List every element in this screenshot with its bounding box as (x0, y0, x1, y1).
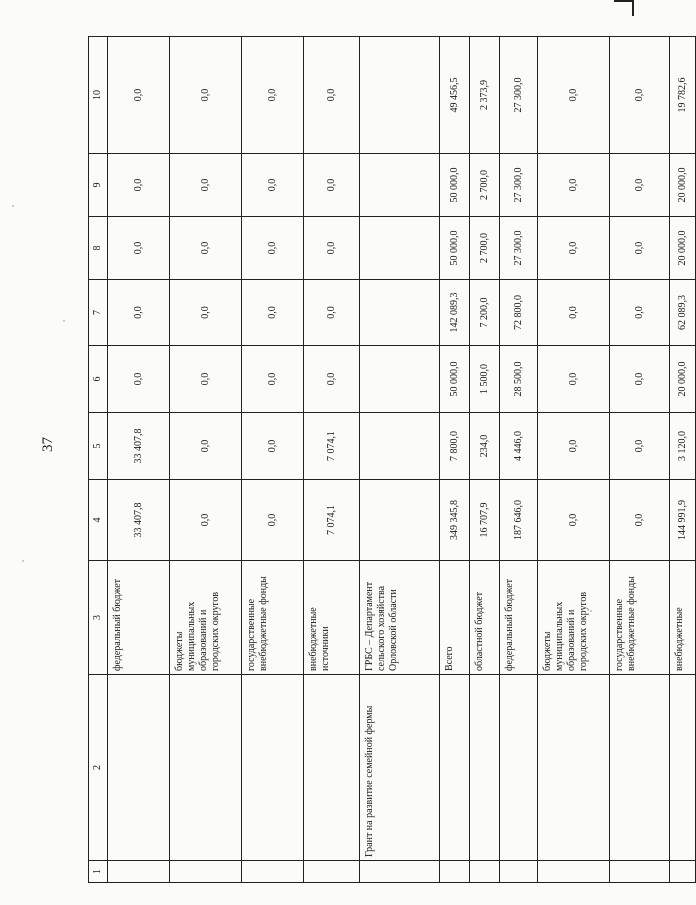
column-number-8: 8 (89, 217, 108, 280)
amount-cell: 19 782,6 (670, 37, 696, 154)
row-number-cell (108, 861, 170, 883)
amount-cell: 0,0 (538, 154, 610, 217)
funding-source-cell: Всего (440, 561, 470, 675)
amount-cell: 0,0 (242, 280, 304, 346)
amount-cell: 62 089,3 (670, 280, 696, 346)
scan-speck (63, 320, 65, 322)
amount-cell: 33 407,8 (108, 480, 170, 561)
funding-source-cell: федеральный бюджет (108, 561, 170, 675)
table-row (242, 37, 304, 883)
amount-cell: 4 446,0 (500, 413, 538, 480)
column-number-5: 5 (89, 413, 108, 480)
table-row (108, 37, 170, 883)
measure-name-cell: Грант на развитие семейной фермы (360, 675, 440, 861)
amount-cell (360, 480, 440, 561)
column-number-10: 10 (89, 37, 108, 154)
amount-cell: 0,0 (242, 154, 304, 217)
amount-cell: 0,0 (170, 217, 242, 280)
amount-cell: 2 373,9 (470, 37, 500, 154)
amount-cell: 3 120,0 (670, 413, 696, 480)
amount-cell: 0,0 (170, 480, 242, 561)
table-row (538, 37, 610, 883)
amount-cell: 28 500,0 (500, 346, 538, 413)
amount-cell (360, 217, 440, 280)
measure-name-cell (440, 675, 470, 861)
amount-cell: 0,0 (108, 346, 170, 413)
funding-source-cell: бюджеты муниципальных образований и городских округов (538, 561, 610, 675)
funding-source-cell: ГРБС – Департамент сельского хозяйства Орловской области (360, 561, 440, 675)
amount-cell: 20 000,0 (670, 346, 696, 413)
amount-cell: 0,0 (170, 280, 242, 346)
amount-cell: 0,0 (170, 413, 242, 480)
table-row (360, 37, 440, 883)
budget-table (88, 36, 696, 883)
amount-cell: 349 345,8 (440, 480, 470, 561)
funding-source-cell: внебюджетные источники (304, 561, 360, 675)
column-number-6: 6 (89, 346, 108, 413)
row-number-cell (538, 861, 610, 883)
amount-cell: 2 700,0 (470, 217, 500, 280)
amount-cell: 0,0 (242, 413, 304, 480)
amount-cell: 27 300,0 (500, 217, 538, 280)
table-row (470, 37, 500, 883)
amount-cell: 0,0 (304, 346, 360, 413)
amount-cell: 0,0 (170, 37, 242, 154)
amount-cell: 0,0 (108, 217, 170, 280)
amount-cell: 20 000,0 (670, 217, 696, 280)
table-row (440, 37, 470, 883)
amount-cell: 0,0 (242, 217, 304, 280)
amount-cell: 0,0 (108, 37, 170, 154)
amount-cell: 0,0 (242, 37, 304, 154)
amount-cell: 0,0 (610, 217, 670, 280)
amount-cell: 0,0 (304, 37, 360, 154)
amount-cell: 72 800,0 (500, 280, 538, 346)
funding-source-cell: областной бюджет (470, 561, 500, 675)
amount-cell: 33 407,8 (108, 413, 170, 480)
measure-name-cell (538, 675, 610, 861)
header-row (89, 37, 108, 883)
measure-name-cell (610, 675, 670, 861)
column-number-1: 1 (89, 861, 108, 883)
amount-cell: 27 300,0 (500, 37, 538, 154)
amount-cell: 20 000,0 (670, 154, 696, 217)
amount-cell: 0,0 (538, 280, 610, 346)
amount-cell: 27 300,0 (500, 154, 538, 217)
amount-cell: 7 074,1 (304, 480, 360, 561)
row-number-cell (304, 861, 360, 883)
measure-name-cell (470, 675, 500, 861)
row-number-cell (610, 861, 670, 883)
amount-cell: 234,0 (470, 413, 500, 480)
amount-cell: 142 089,3 (440, 280, 470, 346)
row-number-cell (670, 861, 696, 883)
table-row (610, 37, 670, 883)
funding-source-cell: государственные внебюджетные фонды (610, 561, 670, 675)
measure-name-cell (500, 675, 538, 861)
amount-cell: 1 500,0 (470, 346, 500, 413)
funding-source-cell: государственные внебюджетные фонды (242, 561, 304, 675)
amount-cell: 2 700,0 (470, 154, 500, 217)
amount-cell: 0,0 (108, 154, 170, 217)
amount-cell: 0,0 (242, 346, 304, 413)
column-number-7: 7 (89, 280, 108, 346)
amount-cell: 0,0 (610, 154, 670, 217)
amount-cell: 0,0 (170, 346, 242, 413)
amount-cell (360, 280, 440, 346)
measure-name-cell (242, 675, 304, 861)
corner-scan-mark (614, 0, 634, 16)
row-number-cell (440, 861, 470, 883)
column-number-2: 2 (89, 675, 108, 861)
funding-source-cell: федеральный бюджет (500, 561, 538, 675)
funding-source-cell: внебюджетные (670, 561, 696, 675)
row-number-cell (470, 861, 500, 883)
amount-cell: 50 000,0 (440, 217, 470, 280)
measure-name-cell (304, 675, 360, 861)
measure-name-cell (670, 675, 696, 861)
scan-speck (590, 610, 592, 612)
scan-speck (12, 205, 14, 207)
column-number-9: 9 (89, 154, 108, 217)
amount-cell: 0,0 (610, 480, 670, 561)
amount-cell: 0,0 (304, 217, 360, 280)
measure-name-cell (170, 675, 242, 861)
page-number: 37 (40, 437, 56, 452)
amount-cell: 50 000,0 (440, 346, 470, 413)
amount-cell: 0,0 (610, 413, 670, 480)
amount-cell: 0,0 (538, 217, 610, 280)
row-number-cell (170, 861, 242, 883)
rotated-table-wrapper (88, 37, 688, 883)
row-number-cell (360, 861, 440, 883)
amount-cell (360, 154, 440, 217)
amount-cell: 0,0 (170, 154, 242, 217)
row-number-cell (242, 861, 304, 883)
amount-cell: 0,0 (610, 37, 670, 154)
amount-cell: 7 200,0 (470, 280, 500, 346)
table-row (500, 37, 538, 883)
row-number-cell (500, 861, 538, 883)
amount-cell: 0,0 (610, 346, 670, 413)
amount-cell: 0,0 (538, 346, 610, 413)
amount-cell: 0,0 (108, 280, 170, 346)
funding-source-cell: бюджеты муниципальных образований и городских округов (170, 561, 242, 675)
amount-cell: 0,0 (538, 413, 610, 480)
amount-cell: 0,0 (610, 280, 670, 346)
amount-cell: 187 646,0 (500, 480, 538, 561)
amount-cell: 0,0 (304, 280, 360, 346)
amount-cell: 49 456,5 (440, 37, 470, 154)
amount-cell: 0,0 (242, 480, 304, 561)
amount-cell (360, 413, 440, 480)
amount-cell: 7 074,1 (304, 413, 360, 480)
amount-cell: 144 991,9 (670, 480, 696, 561)
amount-cell: 0,0 (538, 480, 610, 561)
amount-cell (360, 37, 440, 154)
table-row (304, 37, 360, 883)
amount-cell: 16 707,9 (470, 480, 500, 561)
amount-cell: 0,0 (304, 154, 360, 217)
scan-speck (22, 560, 24, 562)
column-number-3: 3 (89, 561, 108, 675)
measure-name-cell (108, 675, 170, 861)
amount-cell: 7 800,0 (440, 413, 470, 480)
column-number-4: 4 (89, 480, 108, 561)
table-row (670, 37, 696, 883)
amount-cell (360, 346, 440, 413)
amount-cell: 50 000,0 (440, 154, 470, 217)
amount-cell: 0,0 (538, 37, 610, 154)
table-row (170, 37, 242, 883)
